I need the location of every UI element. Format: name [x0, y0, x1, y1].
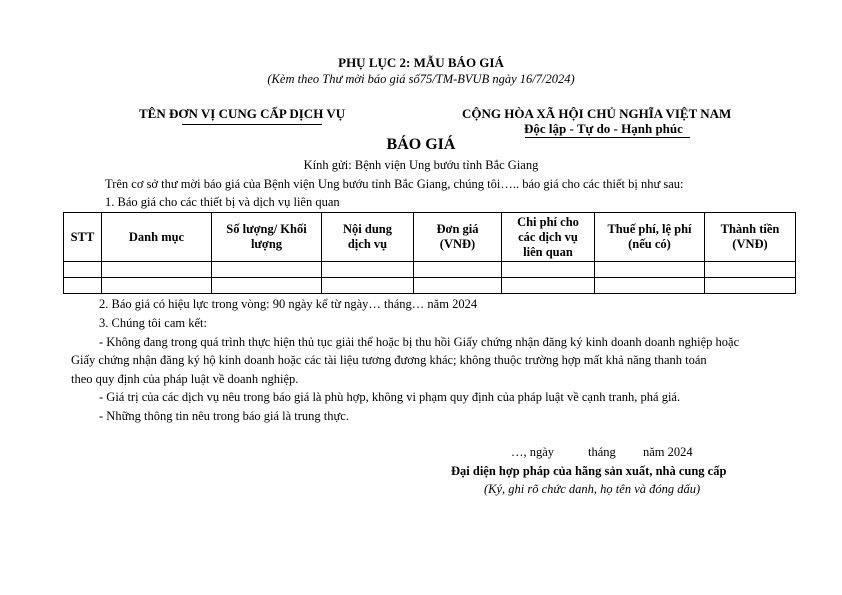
- table-cell[interactable]: [212, 278, 322, 294]
- col-header-related-cost: Chi phí cho các dịch vụ liên quan: [502, 213, 595, 262]
- table-header-row: [64, 213, 796, 262]
- sign-date-year: năm 2024: [643, 445, 693, 459]
- table-cell[interactable]: [102, 278, 212, 294]
- intro-paragraph: Trên cơ sở thư mời báo giá của Bệnh viện Ung bướu tỉnh Bắc Giang, chúng tôi….. báo giá cho các thiết bị như sau:: [105, 177, 684, 191]
- table-cell[interactable]: [502, 278, 595, 294]
- section-1-heading: 1. Báo giá cho các thiết bị và dịch vụ liên quan: [105, 195, 340, 209]
- table-row: [64, 262, 796, 278]
- col-header-total: Thành tiền (VNĐ): [705, 213, 796, 262]
- table-cell[interactable]: [595, 262, 705, 278]
- section-3-heading: 3. Chúng tôi cam kết:: [99, 316, 207, 330]
- table-cell[interactable]: [322, 278, 414, 294]
- table-cell[interactable]: [595, 278, 705, 294]
- table-cell[interactable]: [64, 262, 102, 278]
- col-header-service-content: Nội dung dịch vụ: [322, 213, 414, 262]
- table-cell[interactable]: [212, 262, 322, 278]
- signature-note: (Ký, ghi rõ chức danh, họ tên và đóng dấu): [484, 482, 701, 496]
- col-header-item: Danh mục: [102, 213, 212, 262]
- sign-date-month: tháng: [588, 445, 616, 459]
- table-cell[interactable]: [102, 262, 212, 278]
- commitment-2: - Giá trị của các dịch vụ nêu trong báo giá là phù hợp, không vi phạm quy định của pháp luật về cạnh tranh, phá giá.: [99, 390, 681, 404]
- sign-date-day: …, ngày: [511, 445, 555, 459]
- table-cell[interactable]: [705, 278, 796, 294]
- national-title: CỘNG HÒA XÃ HỘI CHỦ NGHĨA VIỆT NAM: [462, 106, 732, 121]
- appendix-subtitle: (Kèm theo Thư mời báo giá số75/TM-BVUB ngày 16/7/2024): [267, 72, 575, 86]
- table-cell[interactable]: [414, 278, 502, 294]
- signatory-role: Đại diện hợp pháp của hãng sản xuất, nhà cung cấp: [451, 464, 727, 478]
- table-cell[interactable]: [502, 262, 595, 278]
- quote-table: [63, 212, 796, 294]
- greeting: Kính gửi: Bệnh viện Ung bướu tỉnh Bắc Giang: [303, 158, 539, 172]
- quote-title: BÁO GIÁ: [386, 136, 456, 153]
- table-cell[interactable]: [64, 278, 102, 294]
- section-2-validity: 2. Báo giá có hiệu lực trong vòng: 90 ngày kể từ ngày… tháng… năm 2024: [99, 297, 478, 311]
- commitment-1-line-1: - Không đang trong quá trình thực hiện thủ tục giải thể hoặc bị thu hồi Giấy chứng nhận đăng ký kinh doanh doanh nghiệp hoặc: [99, 335, 740, 349]
- provider-underline: [182, 124, 322, 125]
- national-motto: Độc lập - Tự do - Hạnh phúc: [524, 121, 683, 136]
- commitment-1-line-2: Giấy chứng nhận đăng ký hộ kinh doanh hoặc các tài liệu tương đương khác; không thuộc trường hợp mất khả năng thanh toán: [71, 353, 707, 367]
- table-row: [64, 278, 796, 294]
- col-header-stt: STT: [64, 213, 102, 262]
- col-header-quantity: Số lượng/ Khối lượng: [212, 213, 322, 262]
- commitment-3: - Những thông tin nêu trong báo giá là trung thực.: [99, 409, 349, 423]
- col-header-unit-price: Đơn giá (VNĐ): [414, 213, 502, 262]
- col-header-tax-fee: Thuế phí, lệ phí (nếu có): [595, 213, 705, 262]
- table-cell[interactable]: [705, 262, 796, 278]
- appendix-title: PHỤ LỤC 2: MẪU BÁO GIÁ: [338, 55, 504, 70]
- commitment-1-line-3: theo quy định của pháp luật về doanh nghiệp.: [71, 372, 299, 386]
- table-cell[interactable]: [414, 262, 502, 278]
- provider-name: TÊN ĐƠN VỊ CUNG CẤP DỊCH VỤ: [139, 106, 346, 121]
- table-cell[interactable]: [322, 262, 414, 278]
